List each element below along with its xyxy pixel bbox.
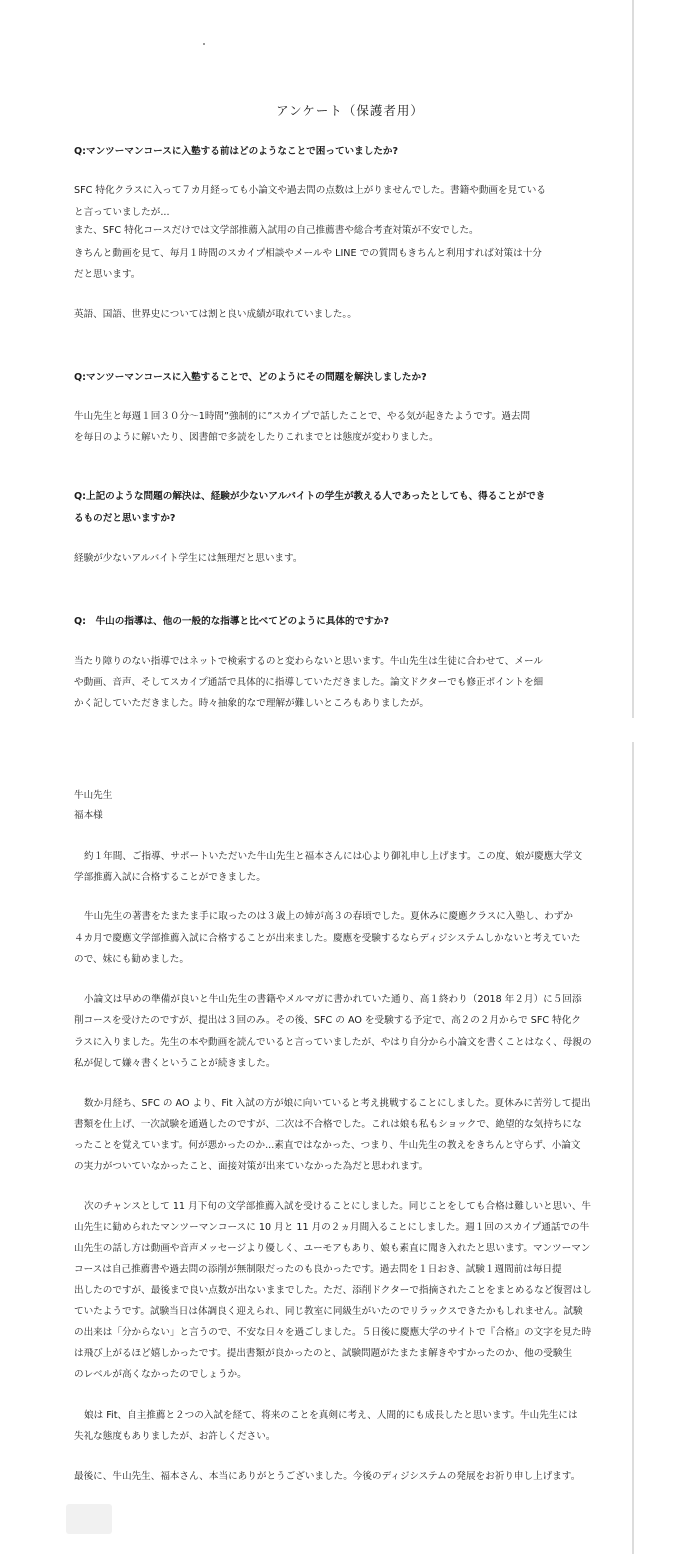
answer-1-line-3: また、SFC 特化コースだけでは文学部推薦入試用の自己推薦書や総合考査対策が不安でした。 — [74, 225, 479, 236]
paragraph-6-line-2: 失礼な態度もありましたが、お許しください。 — [74, 1431, 276, 1442]
answer-4-line-3: かく記していただきました。時々抽象的なで理解が難しいところもありましたが。 — [74, 698, 429, 709]
paragraph-2-line-1: 牛山先生の著書をたまたま手に取ったのは３歳上の姉が高３の春頃でした。夏休みに慶應クラスに入塾し、わずか — [84, 911, 573, 922]
answer-1-line-2: と言っていましたが... — [74, 207, 170, 218]
paragraph-4-line-4: の実力がついていなかったこと、面接対策が出来ていなかった為だと思われます。 — [74, 1161, 429, 1172]
paragraph-4-line-1: 数か月経ち、SFC の AO より、Fit 入試の方が娘に向いていると考え挑戦することにしました。夏休みに苦労して提出 — [84, 1098, 591, 1109]
answer-1-line-5: だと思います。 — [74, 269, 141, 280]
paragraph-5-line-3: 山先生の話し方は動画や音声メッセージより優しく、ユーモアもあり、娘も素直に聞き入れたと思います。マンツーマン — [74, 1243, 591, 1254]
answer-2-line-2: を毎日のように解いたり、図書館で多読をしたりこれまでとは態度が変わりました。 — [74, 432, 439, 443]
paragraph-1-line-2: 学部推薦入試に合格することができました。 — [74, 872, 266, 883]
answer-2-line-1: 牛山先生と毎週１回３０分～1時間”強制的に”スカイプで話したことで、やる気が起きたようです。過去問 — [74, 411, 531, 422]
question-3-line-1: Q:上記のような問題の解決は、経験が少ないアルバイトの学生が教える人であったとしても、得ることができ — [74, 491, 546, 502]
closing-line: 最後に、牛山先生、福本さん、本当にありがとうございました。今後のディジシステムの発展をお祈り申し上げます。 — [74, 1471, 581, 1482]
paragraph-2-line-3: ので、妹にも勧めました。 — [74, 954, 189, 965]
paragraph-5-line-4: コースは自己推薦書や過去問の添削が無制限だったのも良かったです。過去問を１日おき、試験１週間前は毎日提 — [74, 1264, 562, 1275]
paragraph-6-line-1: 娘は Fit、自主推薦と２つの入試を経て、将来のことを真剣に考え、人間的にも成長したと思います。牛山先生には — [84, 1410, 578, 1421]
scan-speck — [203, 43, 205, 45]
scan-smudge — [66, 1504, 112, 1534]
paragraph-5-line-2: 山先生に勧められたマンツーマンコースに 10 月と 11 月の２ヵ月間入ることにしました。週１回のスカイプ通話での牛 — [74, 1222, 590, 1233]
addressee-1: 牛山先生 — [74, 790, 113, 801]
survey-title: アンケート（保護者用） — [276, 103, 424, 118]
paragraph-5-line-8: は飛び上がるほど嬉しかったです。提出書類が良かったのと、試験問題がたまたま解きやすかったのか、他の受験生 — [74, 1348, 573, 1359]
survey-page — [0, 0, 700, 735]
paragraph-5-line-5: 出したのですが、最後まで良い点数が出ないままでした。ただ、添削ドクターで指摘されたことをまとめるなど復習はし — [74, 1285, 592, 1296]
answer-4-line-1: 当たり障りのない指導ではネットで検索するのと変わらないと思います。牛山先生は生徒に合わせて、メール — [74, 656, 543, 667]
paragraph-1-line-1: 約１年間、ご指導、サポートいただいた牛山先生と福本さんには心より御礼申し上げます。この度、娘が慶應大学文 — [84, 851, 583, 862]
paragraph-3-line-4: 私が促して嫌々書くということが続きました。 — [74, 1058, 276, 1069]
answer-1-line-4: きちんと動画を見て、毎月１時間のスカイプ相談やメールや LINE での質問もきちんと利用すれば対策は十分 — [74, 248, 542, 259]
paragraph-5-line-9: のレベルが高くなかったのでしょうか。 — [74, 1369, 247, 1380]
answer-4-line-2: や動画、音声、そしてスカイプ通話で具体的に指導していただきました。論文ドクターでも修正ポイントを細 — [74, 677, 544, 688]
paragraph-5-line-1: 次のチャンスとして 11 月下旬の文学部推薦入試を受けることにしました。同じことをしても合格は難しいと思い、牛 — [84, 1201, 592, 1212]
paragraph-4-line-3: ったことを覚えています。何が悪かったのか...素直ではなかった、つまり、牛山先生の教えをきちんと守らず、小論文 — [74, 1140, 581, 1151]
question-2: Q:マンツーマンコースに入塾することで、どのようにその問題を解決しましたか? — [74, 372, 427, 383]
paragraph-5-line-7: の出来は「分からない」と言うので、不安な日々を過ごしました。５日後に慶應大学のサイトで『合格』の文字を見た時 — [74, 1327, 592, 1338]
question-4: Q: 牛山の指導は、他の一般的な指導と比べてどのように具体的ですか? — [74, 616, 389, 627]
paragraph-3-line-2: 削コースを受けたのですが、提出は３回のみ。その後、SFC の AO を受験する予定で、高２の２月からで SFC 特化ク — [74, 1015, 581, 1026]
paragraph-3-line-3: ラスに入りました。先生の本や動画を読んでいると言っていましたが、やはり自分から小論文を書くことはなく、母親の — [74, 1037, 592, 1048]
paragraph-5-line-6: ていたようです。試験当日は体調良く迎えられ、同じ教室に同級生がいたのでリラックスできたかもしれません。試験 — [74, 1306, 583, 1317]
question-3-line-2: るものだと思いますか? — [74, 513, 176, 524]
paragraph-3-line-1: 小論文は早めの準備が良いと牛山先生の書籍やメルマガに書かれていた通り、高１終わり（2018 年２月）に５回添 — [84, 994, 582, 1005]
question-1: Q:マンツーマンコースに入塾する前はどのようなことで困っていましたか? — [74, 146, 399, 157]
answer-1-extra: 英語、国語、世界史については割と良い成績が取れていました。。 — [74, 309, 357, 320]
paragraph-4-line-2: 書類を仕上げ、一次試験を通過したのですが、二次は不合格でした。これは娘も私もショックで、絶望的な気持ちにな — [74, 1119, 582, 1130]
paragraph-2-line-2: ４カ月で慶應文学部推薦入試に合格することが出来ました。慶應を受験するならディジシステムしかないと考えていた — [74, 933, 581, 944]
answer-1-line-1: SFC 特化クラスに入って７カ月経っても小論文や過去問の点数は上がりませんでした。書籍や動画を見ている — [74, 185, 546, 196]
page-edge — [632, 742, 634, 1554]
answer-3: 経験が少ないアルバイト学生には無理だと思います。 — [74, 553, 303, 564]
addressee-2: 福本様 — [74, 810, 103, 821]
letter-page — [0, 742, 700, 1554]
